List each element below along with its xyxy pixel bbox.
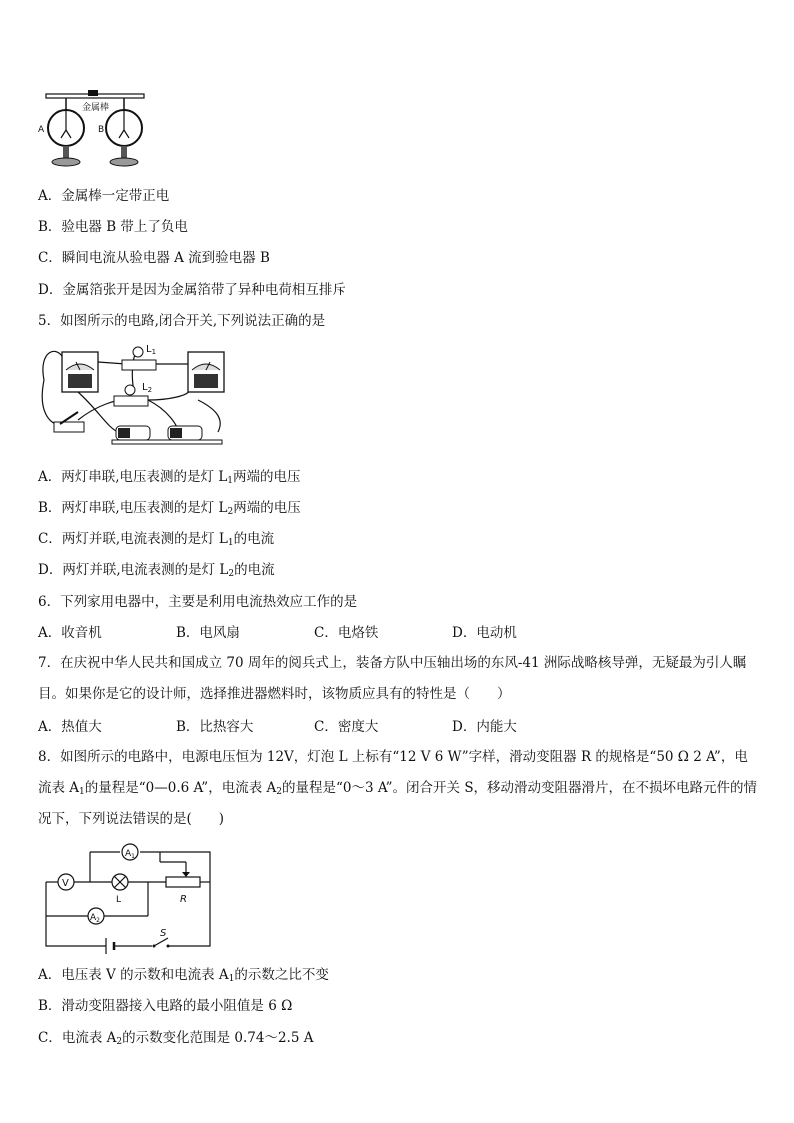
- lamp1-sub: 1: [151, 348, 157, 356]
- q6-option-a: A．收音机: [38, 625, 102, 641]
- q8-option-b: B．滑动变阻器接入电路的最小阻值是 6 Ω: [38, 998, 293, 1014]
- q8-option-a: A．电压表 V 的示数和电流表 $A_1$的示数之比不变: [38, 967, 329, 984]
- ammeter1-label: A: [125, 849, 132, 859]
- label-a: A: [38, 125, 45, 135]
- lamp-label: L: [116, 895, 122, 905]
- q6-stem: 6．下列家用电器中，主要是利用电流热效应工作的是: [38, 594, 358, 610]
- q7-option-a: A．热值大: [38, 719, 102, 735]
- rod-label: 金属棒: [82, 103, 110, 113]
- lamp1-label: L: [146, 344, 152, 355]
- electroscope-figure: [36, 88, 156, 172]
- q7-option-c: C．密度大: [314, 719, 379, 735]
- q8-stem: 8．如图所示的电路中，电源电压恒为 12V，灯泡 L 上标有“12 V 6 W”字样，滑动变阻器 R 的规格是“50 Ω 2 A”，电流表 $A_1$的量程是“0—0.6 A”，电流表 $A_2$的量程是“0～3 A”。闭合开关 S，移动滑动变阻器滑片，在不损坏电路元件的情况下，下列说法错误的是( ): [38, 749, 758, 827]
- switch-label: S: [160, 928, 167, 939]
- label-b: B: [98, 125, 105, 135]
- q7-option-b: B．比热容大: [176, 719, 254, 735]
- q7-stem: 7．在庆祝中华人民共和国成立 70 周年的阅兵式上，装备方队中压轴出场的东风-41 洲际战略核导弹，无疑最为引人瞩目。如果你是它的设计师，选择推进器燃料时，该物质应具有的特性是（ ）: [38, 655, 747, 702]
- rheostat-label: R: [180, 894, 187, 905]
- q5-option-a: A．两灯串联,电压表测的是灯 $L_1$两端的电压: [38, 469, 301, 486]
- svg-text:L1: [146, 344, 156, 356]
- voltmeter-label: V: [62, 878, 69, 889]
- q5-stem: 5．如图所示的电路,闭合开关,下列说法正确的是: [38, 313, 326, 329]
- ammeter2-label: A: [90, 913, 97, 923]
- q6-option-d: D．电动机: [452, 625, 517, 641]
- lamp2-label: L: [142, 382, 148, 393]
- lamp2-sub: 2: [147, 386, 153, 394]
- ammeter1-sub: 1: [131, 853, 135, 860]
- q7-option-d: D．内能大: [452, 719, 517, 735]
- q5-option-c: C．两灯并联,电流表测的是灯 $L_1$的电流: [38, 531, 275, 548]
- svg-text:L2: [142, 382, 152, 394]
- q8-option-c: C．电流表 $A_2$的示数变化范围是 0.74～2.5 A: [38, 1030, 314, 1047]
- q8-circuit-figure: [40, 842, 220, 950]
- ammeter2-sub: 2: [96, 917, 100, 924]
- q5-option-b: B．两灯串联,电压表测的是灯 $L_2$两端的电压: [38, 500, 301, 517]
- q6-option-c: C．电烙铁: [314, 625, 379, 641]
- q4-option-d: D．金属箔张开是因为金属箔带了异种电荷相互排斥: [38, 282, 346, 298]
- q4-option-c: C．瞬间电流从验电器 A 流到验电器 B: [38, 250, 270, 266]
- q4-option-a: A．金属棒一定带正电: [38, 188, 170, 204]
- q5-circuit-figure: [38, 340, 228, 444]
- q4-option-b: B．验电器 B 带上了负电: [38, 219, 188, 235]
- q5-option-d: D．两灯并联,电流表测的是灯 $L_2$的电流: [38, 562, 275, 579]
- q6-option-b: B．电风扇: [176, 625, 240, 641]
